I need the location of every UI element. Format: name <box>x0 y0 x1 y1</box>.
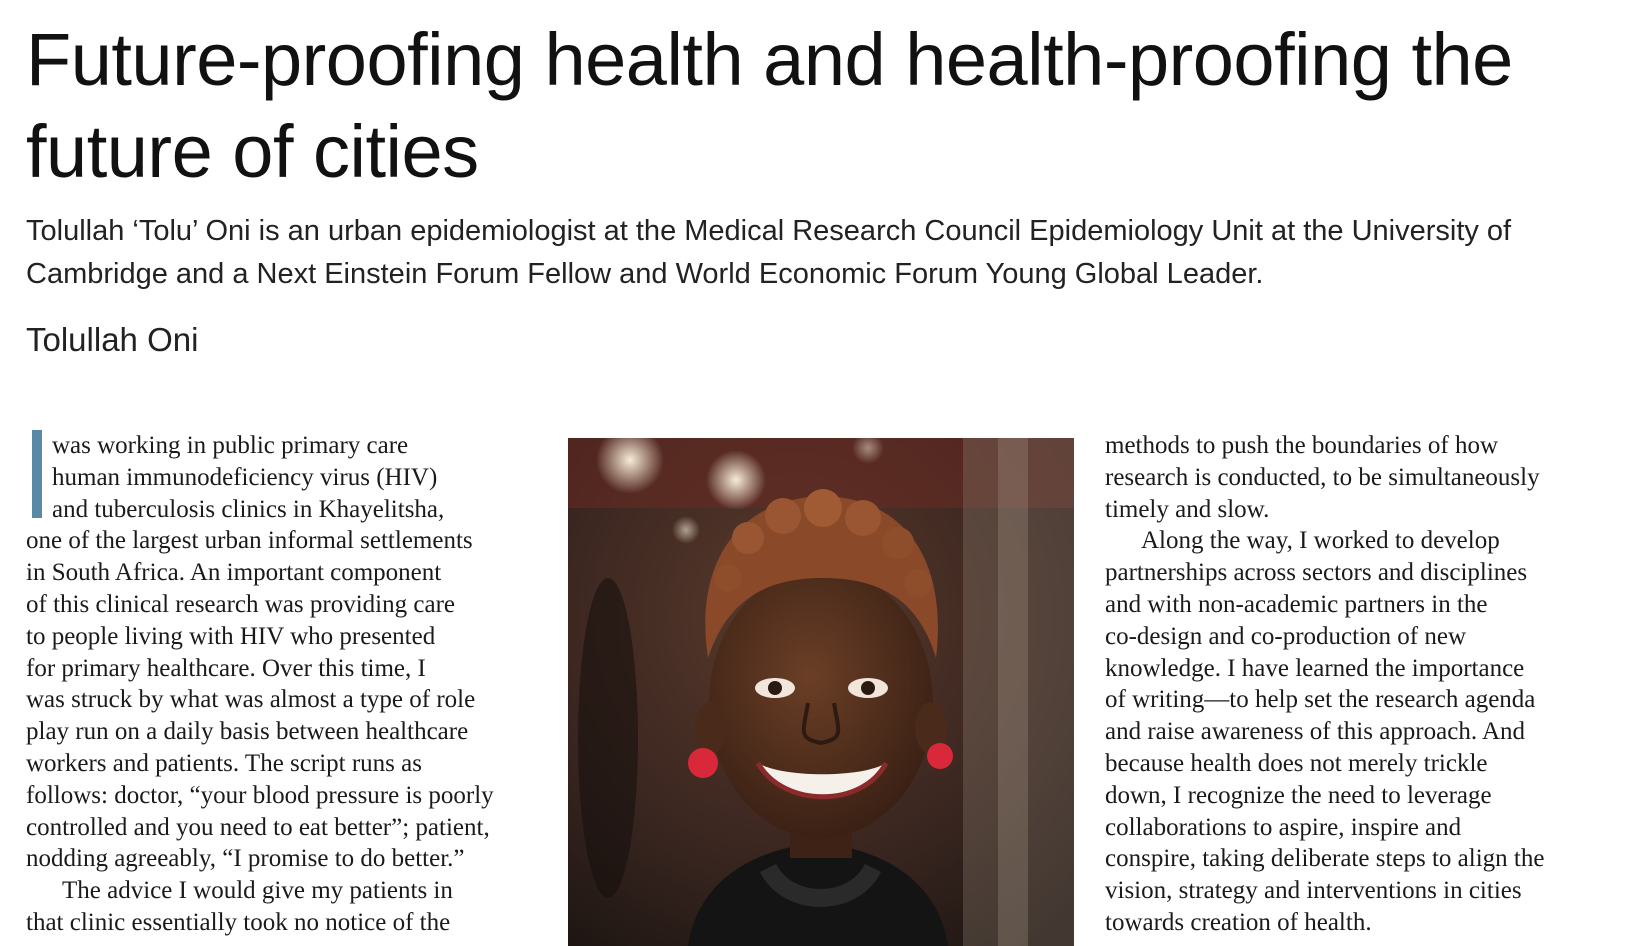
body-line: one of the largest urban informal settlements <box>26 527 473 555</box>
body-line: human immunodeficiency virus (HIV) <box>52 463 438 491</box>
body-line: nodding agreeably, “I promise to do better.” <box>26 845 465 873</box>
body-line: timely and slow. <box>1105 495 1270 523</box>
body-line: co-design and co-production of new <box>1105 622 1466 650</box>
body-line: knowledge. I have learned the importance <box>1105 654 1525 682</box>
body-line: conspire, taking deliberate steps to align the <box>1105 845 1545 873</box>
article-title: Future-proofing health and health-proofing the future of cities <box>26 18 1513 193</box>
body-column-right <box>1105 430 1625 939</box>
body-line: research is conducted, to be simultaneously <box>1105 463 1540 491</box>
author-portrait-photo <box>568 438 1074 946</box>
body-line: partnerships across sectors and disciplines <box>1105 559 1528 587</box>
body-line: and with non-academic partners in the <box>1105 590 1488 618</box>
body-line: towards creation of health. <box>1105 908 1372 936</box>
body-column-left <box>26 430 536 939</box>
body-line: down, I recognize the need to leverage <box>1105 781 1492 809</box>
body-line: of writing—to help set the research agenda <box>1105 686 1536 714</box>
body-line: controlled and you need to eat better”; patient, <box>26 813 490 841</box>
body-line: and tuberculosis clinics in Khayelitsha, <box>52 495 445 523</box>
body-line: methods to push the boundaries of how <box>1105 432 1499 459</box>
body-line: was working in public primary care <box>52 432 409 459</box>
body-line: play run on a daily basis between healthcare <box>26 718 469 746</box>
body-line: follows: doctor, “your blood pressure is poorly <box>26 781 494 809</box>
body-line: vision, strategy and interventions in cities <box>1105 877 1522 905</box>
body-line: in South Africa. An important component <box>26 559 442 587</box>
author-byline: Tolullah Oni <box>26 321 199 358</box>
body-line: and raise awareness of this approach. And <box>1105 718 1525 746</box>
body-line: was struck by what was almost a type of role <box>26 686 476 714</box>
body-line: for primary healthcare. Over this time, I <box>26 654 426 682</box>
article-standfirst: Tolullah ‘Tolu’ Oni is an urban epidemiologist at the Medical Research Council Epidemiology Unit at the University of Cambridge and a Next Einstein Forum Fellow and World Economic Forum Young Global Leader. <box>26 215 1512 290</box>
body-line: because health does not merely trickle <box>1105 749 1488 777</box>
body-line: workers and patients. The script runs as <box>26 749 422 777</box>
body-line: Along the way, I worked to develop <box>1141 527 1500 555</box>
portrait-icon <box>568 438 1074 946</box>
body-line: collaborations to aspire, inspire and <box>1105 813 1462 841</box>
body-line: to people living with HIV who presented <box>26 622 436 650</box>
body-line: of this clinical research was providing care <box>26 590 455 618</box>
body-line: The advice I would give my patients in <box>62 877 453 905</box>
body-line: that clinic essentially took no notice of the <box>26 908 451 936</box>
